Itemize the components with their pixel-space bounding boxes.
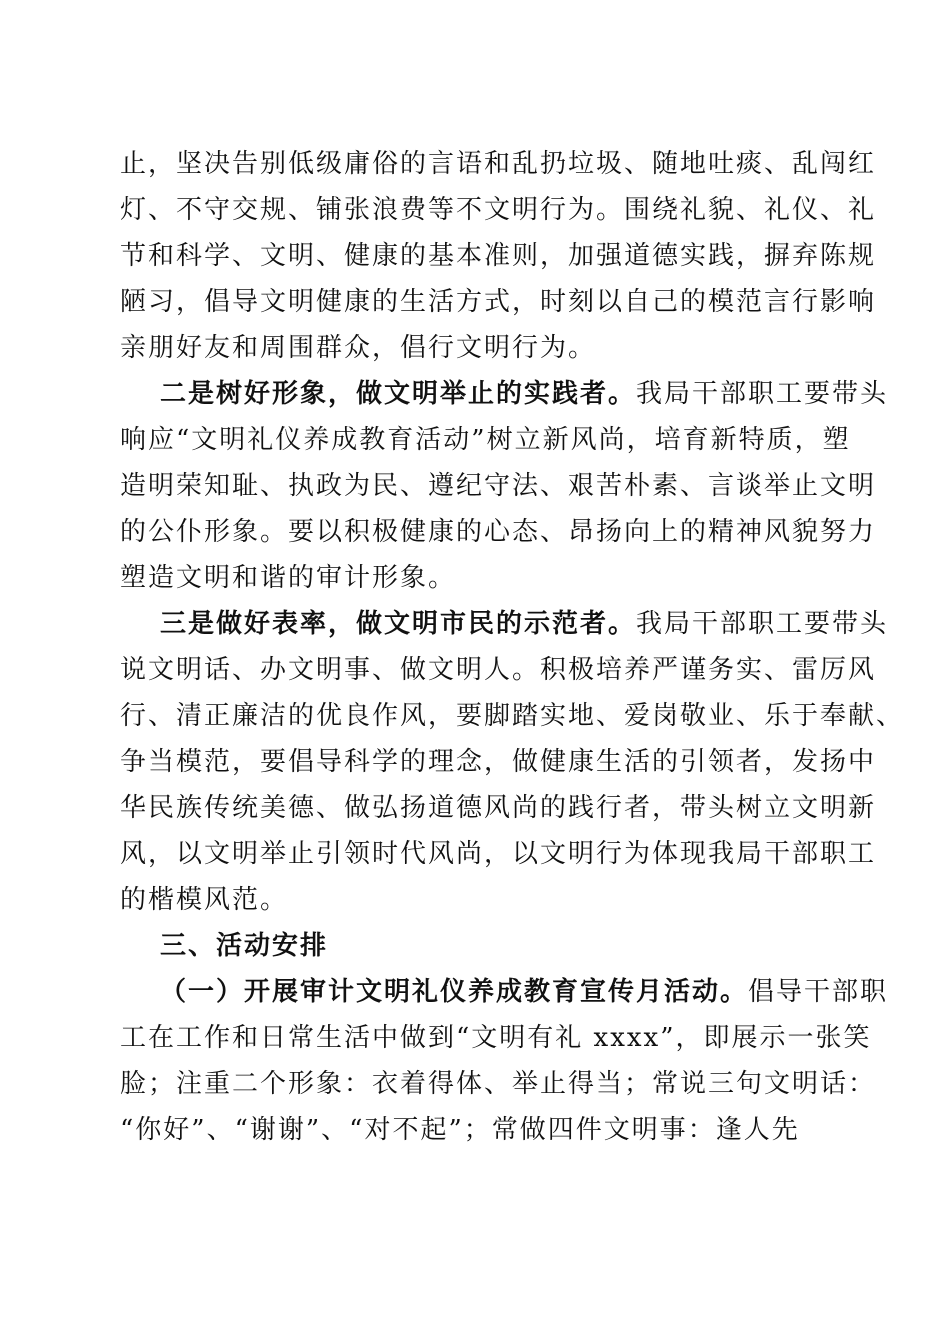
paragraph-2-line-2: 响应“文明礼仪养成教育活动”树立新风尚，培育新特质，塑 <box>120 425 851 455</box>
paragraph-3-line-5: 华民族传统美德、做弘扬道德风尚的践行者，带头树立文明新 <box>120 793 877 823</box>
paragraph-1-line-3: 节和科学、文明、健康的基本准则，加强道德实践，摒弃陈规 <box>120 241 877 271</box>
section-heading: 三、活动安排 <box>160 931 329 961</box>
paragraph-1-line-2: 灯、不守交规、铺张浪费等不文明行为。围绕礼貌、礼仪、礼 <box>120 195 877 225</box>
paragraph-3-line-2: 说文明话、办文明事、做文明人。积极培养严谨务实、雷厉风 <box>120 655 877 685</box>
paragraph-3-line-6: 风，以文明举止引领时代风尚，以文明行为体现我局干部职工 <box>120 839 877 869</box>
paragraph-4-line-1 <box>160 972 889 1012</box>
paragraph-4-line-4: “你好”、“谢谢”、“对不起”；常做四件文明事：逢人先 <box>120 1115 800 1145</box>
paragraph-3-line-7: 的楷模风范。 <box>120 885 289 915</box>
paragraph-2-line-5: 塑造文明和谐的审计形象。 <box>120 563 457 593</box>
paragraph-2-line-4: 的公仆形象。要以积极健康的心态、昂扬向上的精神风貌努力 <box>120 517 877 547</box>
paragraph-1-line-1: 止，坚决告别低级庸俗的言语和乱扔垃圾、随地吐痰、乱闯红 <box>120 149 877 179</box>
paragraph-2-line-3: 造明荣知耻、执政为民、遵纪守法、艰苦朴素、言谈举止文明 <box>120 471 877 501</box>
paragraph-2-first-line-rest: 我局干部职工要带头 <box>636 379 889 409</box>
paragraph-2-lead: 二是树好形象，做文明举止的实践者。 <box>160 379 637 409</box>
paragraph-3-first-line-rest: 我局干部职工要带头 <box>636 609 889 639</box>
paragraph-4-line-2: 工在工作和日常生活中做到“文明有礼 xxxx”，即展示一张笑 <box>120 1023 872 1053</box>
paragraph-2-line-1 <box>160 374 889 414</box>
paragraph-4-first-line-rest: 倡导干部职 <box>748 977 889 1007</box>
paragraph-1-line-5: 亲朋好友和周围群众，倡行文明行为。 <box>120 333 597 363</box>
paragraph-3-line-4: 争当模范，要倡导科学的理念，做健康生活的引领者，发扬中 <box>120 747 877 777</box>
paragraph-4-lead: （一）开展审计文明礼仪养成教育宣传月活动。 <box>160 977 749 1007</box>
paragraph-3-line-3: 行、清正廉洁的优良作风，要脚踏实地、爱岗敬业、乐于奉献、 <box>120 701 905 731</box>
paragraph-4-line-3: 脸；注重二个形象：衣着得体、举止得当；常说三句文明话： <box>120 1069 877 1099</box>
paragraph-1-line-4: 陋习，倡导文明健康的生活方式，时刻以自己的模范言行影响 <box>120 287 877 317</box>
paragraph-3-lead: 三是做好表率，做文明市民的示范者。 <box>160 609 637 639</box>
paragraph-3-line-1 <box>160 604 889 644</box>
